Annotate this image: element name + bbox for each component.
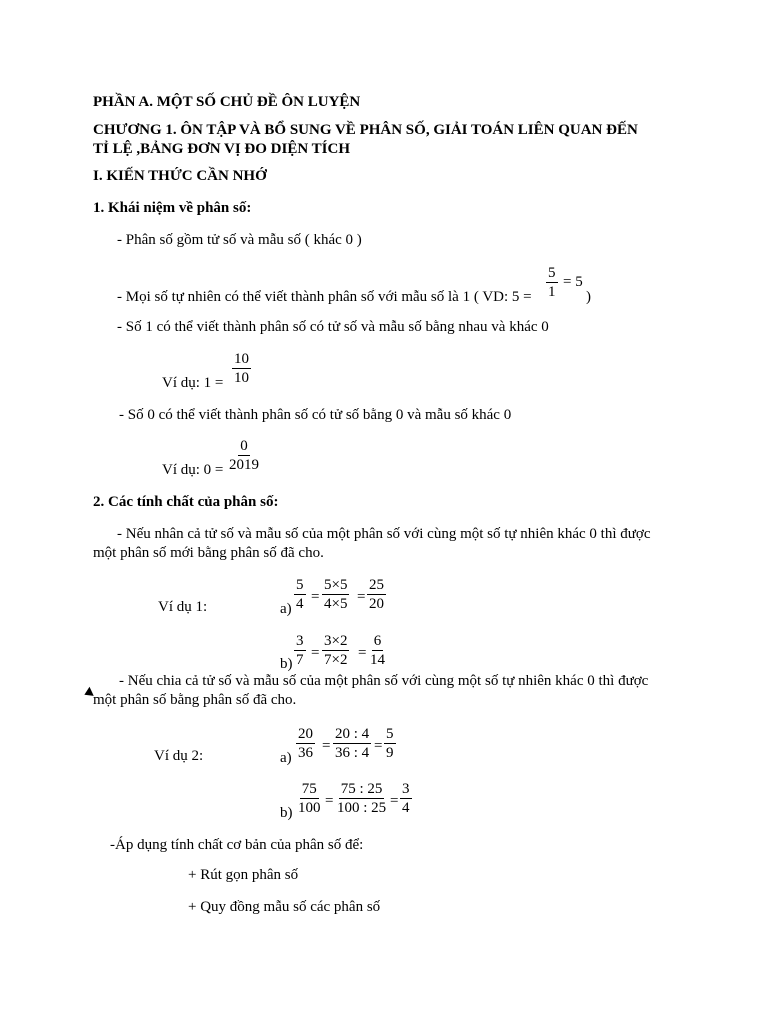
fraction-denominator: 4 — [402, 800, 410, 816]
equals-sign: = — [374, 738, 383, 754]
s2-paragraph-1-line1: - Nếu nhân cả tử số và mẫu số của một phân số với cùng một số tự nhiên khác 0 thì được — [117, 526, 651, 542]
s1-example-1-fraction — [232, 352, 251, 386]
fraction-numerator: 20 : 4 — [335, 726, 370, 742]
s1-example-1-label: Ví dụ: 1 = — [162, 375, 224, 391]
section-heading: I. KIẾN THỨC CẦN NHỚ — [93, 168, 267, 184]
s1-paragraph-1: - Phân số gồm tử số và mẫu số ( khác 0 ) — [117, 232, 362, 248]
s2-example-1-label: Ví dụ 1: — [158, 599, 208, 615]
s2-example-1a-fraction-3 — [367, 578, 386, 612]
fraction-denominator: 4 — [296, 596, 304, 612]
fraction-numerator: 5 — [296, 577, 304, 593]
equals-sign: = — [311, 645, 320, 661]
s1-example-2-label: Ví dụ: 0 = — [162, 462, 224, 478]
fraction-numerator: 5 — [548, 265, 556, 281]
fraction-numerator: 5×5 — [324, 577, 348, 593]
s2-example-2a-fraction-1 — [296, 727, 315, 761]
s2-example-2a-fraction-3 — [384, 727, 396, 761]
fraction-denominator: 2019 — [229, 457, 259, 473]
s2-bullet-1: + Rút gọn phân số — [188, 867, 299, 883]
equals-sign: = — [325, 793, 334, 809]
s1-paragraph-4: - Số 0 có thể viết thành phân số có tử số bằng 0 và mẫu số khác 0 — [119, 407, 512, 423]
fraction-numerator: 3 — [296, 633, 304, 649]
s2-example-2a-fraction-2 — [333, 727, 371, 761]
equals-sign: = — [390, 793, 399, 809]
fraction-denominator: 7 — [296, 652, 304, 668]
s2-example-1b-fraction-1 — [294, 634, 306, 668]
fraction-denominator: 1 — [548, 284, 556, 300]
s2-example-1b-fraction-2 — [322, 634, 349, 668]
s1-example-close-paren: ) — [586, 289, 591, 305]
s2-title: 2. Các tính chất của phân số: — [93, 494, 279, 510]
equals-sign: = — [357, 589, 366, 605]
s2-example-2-label: Ví dụ 2: — [154, 748, 204, 764]
fraction-numerator: 20 — [298, 726, 313, 742]
chapter-heading-line2: TỈ LỆ ,BẢNG ĐƠN VỊ ĐO DIỆN TÍCH — [93, 141, 350, 157]
s2-paragraph-1-line2: một phân số mới bằng phân số đã cho. — [93, 545, 324, 561]
fraction-denominator: 9 — [386, 745, 394, 761]
fraction-denominator: 14 — [370, 652, 385, 668]
fraction-denominator: 36 — [298, 745, 313, 761]
fraction-denominator: 100 : 25 — [337, 800, 387, 816]
s2-example-1a-fraction-2 — [322, 578, 349, 612]
fraction-denominator: 4×5 — [324, 596, 348, 612]
fraction-denominator: 7×2 — [324, 652, 348, 668]
fraction-denominator: 10 — [234, 370, 249, 386]
fraction-numerator: 3×2 — [324, 633, 348, 649]
fraction-denominator: 100 — [298, 800, 321, 816]
fraction-numerator: 3 — [402, 781, 410, 797]
equals-sign: = — [358, 645, 367, 661]
s2-example-2b-fraction-1 — [296, 782, 323, 816]
fraction-denominator: 20 — [369, 596, 384, 612]
s2-apply-text: -Áp dụng tính chất cơ bản của phân số để: — [110, 837, 364, 853]
fraction-numerator: 5 — [386, 726, 394, 742]
fraction-numerator: 25 — [369, 577, 384, 593]
fraction-numerator: 10 — [234, 351, 249, 367]
s2-example-1b-fraction-3 — [368, 634, 387, 668]
equals-sign: = — [322, 738, 331, 754]
s2-example-1a-label: a) — [280, 601, 292, 617]
s2-example-1a-fraction-1 — [294, 578, 306, 612]
s2-example-2b-fraction-3 — [400, 782, 412, 816]
equals-sign: = — [311, 589, 320, 605]
s1-paragraph-3: - Số 1 có thể viết thành phân số có tử số và mẫu số bằng nhau và khác 0 — [117, 319, 549, 335]
s1-title: 1. Khái niệm về phân số: — [93, 200, 252, 216]
s2-example-2b-fraction-2 — [335, 782, 388, 816]
chapter-heading-line1: CHƯƠNG 1. ÔN TẬP VÀ BỔ SUNG VỀ PHÂN SỐ, GIẢI TOÁN LIÊN QUAN ĐẾN — [93, 122, 638, 138]
fraction-numerator: 6 — [373, 633, 382, 649]
s2-example-2a-label: a) — [280, 750, 292, 766]
s2-example-2b-label: b) — [280, 805, 293, 821]
fraction-numerator: 0 — [240, 438, 248, 454]
s2-paragraph-2-line2: một phân số bằng phân số đã cho. — [93, 692, 297, 708]
s1-paragraph-2: - Mọi số tự nhiên có thể viết thành phân số với mẫu số là 1 ( VD: 5 = — [117, 289, 532, 305]
s2-paragraph-2-line1: - Nếu chia cả tử số và mẫu số của một phân số với cùng một số tự nhiên khác 0 thì được — [119, 673, 649, 689]
s1-example-fraction — [546, 266, 558, 300]
s1-example-2-fraction — [227, 439, 261, 473]
fraction-numerator: 75 : 25 — [340, 781, 383, 797]
part-heading: PHẦN A. MỘT SỐ CHỦ ĐỀ ÔN LUYỆN — [93, 94, 361, 110]
s2-bullet-2: + Quy đồng mẫu số các phân số — [188, 899, 381, 915]
fraction-numerator: 75 — [301, 781, 317, 797]
fraction-denominator: 36 : 4 — [335, 745, 370, 761]
s1-example-equals: = 5 — [563, 274, 583, 290]
s2-example-1b-label: b) — [280, 656, 293, 672]
